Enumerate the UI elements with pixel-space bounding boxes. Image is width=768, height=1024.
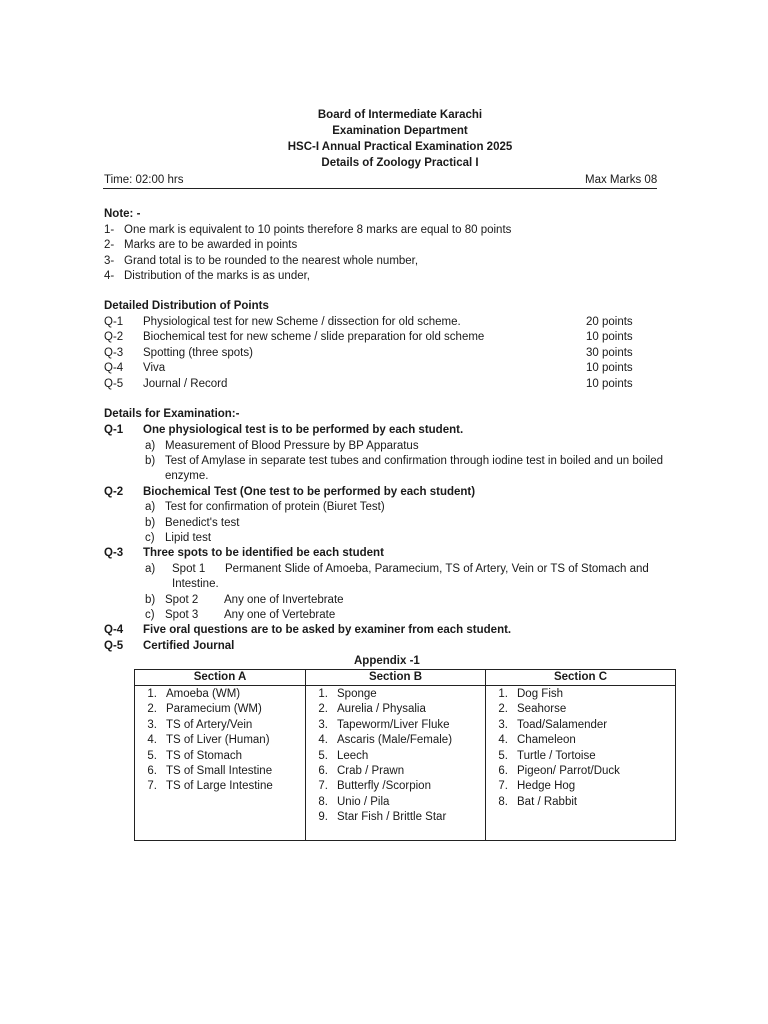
list-item: 8. Bat / Rabbit	[498, 795, 578, 808]
exam-details-heading: Details for Examination:-	[104, 408, 240, 420]
q3-item-a-continued: Intestine.	[172, 578, 219, 590]
list-item: 6. TS of Small Intestine	[147, 765, 273, 778]
list-item: 1. Sponge	[318, 688, 377, 700]
section-b-header: Section B	[306, 670, 486, 686]
list-item: 4. Chameleon	[498, 734, 576, 747]
list-item: 7. TS of Large Intestine	[147, 780, 273, 793]
section-a-cell	[135, 686, 306, 841]
exam-document: Board of Intermediate Karachi Examination Department HSC-I Annual Practical Examination 2025 Details of Zoology Practical I Time: 02:00 hrs Max Marks 08 Note: - 1- One mark is equivalent to 10 points therefore 8 marks are equal to 80 points 2- Marks are to be awarded in points 3- Grand total is to be rounded to the nearest whole number, 4- Distribution of the marks is as under, Detailed Distribution of Points Q-1 Physiological test for new Scheme / dissection for old scheme. 20 points Q-2 Biochemical test for new scheme / slide preparation for old scheme 10 points Q-3 Spotting (three spots) 30 points Q-4 Viva 10 points Q-5 Journal / Record 10 points Details for Examination:- Q-1 One physiological test is to be performed by each student. a) Measurement of Blood Pressure by BP Apparatus b) Test of Amylase in separate test tubes and confirmation through iodine test in boiled and un boiled enzyme. Q-2 Biochemical Test (One test to be performed by each student) a) Test for confirmation of protein (Biuret Test) b) Benedict's test c) Lipid test Q-3 Three spots to be identified be each student a) Spot 1 Permanent Slide of Amoeba, Paramecium, TS of Artery, Vein or TS of Stomach and Intestine. b) Spot 2 Any one of Invertebrate c) Spot 3 Any one of Vertebrate Q-4 Five oral questions are to be asked by examiner from each student. Q-5 Certified Journal Appendix -1 Section A Section B Section C 1. Amoeba (WM) 2. Paramecium (WM) 3. TS of Artery/Vein 4. TS of Liver (Human) 5. TS of Stomach 6. TS of Small Intestine 7. TS of Large Intestine 1. Sponge 2. Aurelia / Physalia 3. Tapeworm/Liver Fluke 4. Ascaris (Male/Female) 5. Leech 6. Crab / Prawn 7. Butterfly /Scorpion 8. Unio / Pila 9. Star Fish / Brittle Star 1. Dog Fish 2. Seahorse 3. Toad/Salamender 4. Chameleon 5. Turtle / Tortoise 6. Pigeon/ Parrot/Duck 7. Hedge Hog 8. Bat / Rabbit	[0, 0, 768, 1024]
list-item: 5. Turtle / Tortoise	[498, 749, 596, 762]
section-c-cell	[486, 686, 676, 841]
list-item: 6. Crab / Prawn	[318, 765, 405, 778]
section-c-list	[486, 686, 675, 810]
list-item: 2. Aurelia / Physalia	[318, 703, 426, 716]
exam-title: HSC-I Annual Practical Examination 2025	[287, 141, 513, 153]
section-b-list	[306, 686, 485, 826]
distribution-row: Q-4 Viva 10 points	[104, 362, 633, 374]
list-item: 5. TS of Stomach	[147, 749, 243, 762]
list-item: 3. Toad/Salamender	[498, 718, 608, 731]
list-item: 1. Amoeba (WM)	[147, 688, 241, 700]
list-item: 1. Dog Fish	[498, 688, 564, 700]
practical-title: Details of Zoology Practical I	[321, 157, 479, 169]
list-item: 6. Pigeon/ Parrot/Duck	[498, 765, 620, 778]
board-title: Board of Intermediate Karachi	[317, 109, 483, 121]
list-item: 4. Ascaris (Male/Female)	[318, 734, 453, 747]
list-item: 8. Unio / Pila	[318, 795, 390, 808]
section-b-cell	[306, 686, 486, 841]
list-item: 2. Seahorse	[498, 703, 567, 716]
section-a-list	[135, 686, 305, 795]
distribution-row: Q-2 Biochemical test for new scheme / slide preparation for old scheme 10 points	[104, 331, 633, 343]
list-item: 7. Butterfly /Scorpion	[318, 780, 431, 793]
q1-item-b-continued: enzyme.	[165, 470, 209, 482]
section-a-header: Section A	[135, 670, 306, 686]
list-item: 9. Star Fish / Brittle Star	[318, 811, 447, 824]
header-divider	[103, 188, 657, 189]
list-item: 3. TS of Artery/Vein	[147, 718, 253, 731]
list-item: 5. Leech	[318, 749, 369, 762]
time-label: Time: 02:00 hrs	[104, 174, 184, 186]
appendix-body-row	[135, 686, 676, 841]
appendix-title: Appendix -1	[354, 655, 420, 667]
distribution-row: Q-5 Journal / Record 10 points	[104, 378, 633, 390]
list-item: 7. Hedge Hog	[498, 780, 576, 793]
note-heading: Note: -	[104, 208, 141, 220]
max-marks-label: Max Marks 08	[585, 174, 658, 186]
list-item: 2. Paramecium (WM)	[147, 703, 262, 716]
section-c-header: Section C	[486, 670, 676, 686]
distribution-row: Q-3 Spotting (three spots) 30 points	[104, 347, 633, 359]
appendix-table	[134, 669, 676, 841]
department-title: Examination Department	[332, 125, 468, 137]
distribution-row: Q-1 Physiological test for new Scheme / dissection for old scheme. 20 points	[104, 316, 633, 328]
list-item: 4. TS of Liver (Human)	[147, 734, 270, 747]
appendix-header-row	[135, 670, 676, 686]
list-item: 3. Tapeworm/Liver Fluke	[318, 718, 450, 731]
distribution-heading: Detailed Distribution of Points	[104, 300, 269, 312]
